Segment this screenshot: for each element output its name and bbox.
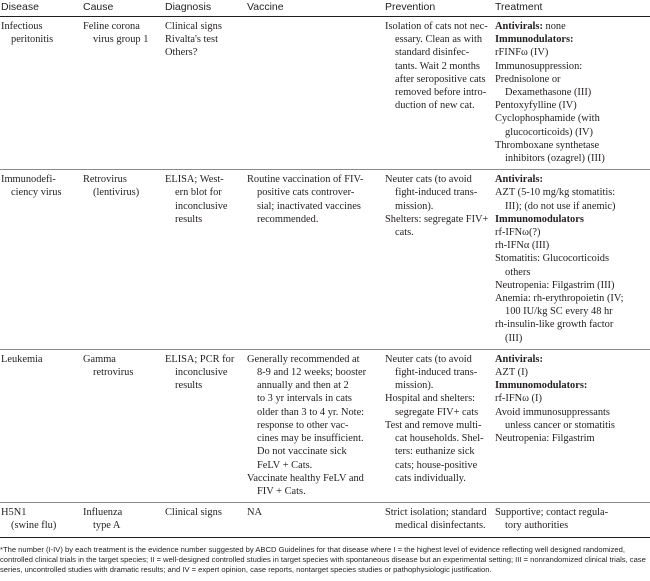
header-diagnosis: Diagnosis [164,0,246,17]
antivirals-label: Antivirals: [495,21,543,32]
cell-line: results [175,380,203,392]
cell-line: Avoid immunosuppressants [495,406,610,418]
cell-line: 100 IU/kg SC every 48 hr [505,306,613,318]
cell-line: rFINFω (IV) [495,47,549,59]
cell-line: Supportive; contact regula- [495,507,609,519]
cell-line: fight-induced trans- [395,187,478,199]
treatment-cell [494,170,650,350]
cell-line: type A [93,520,121,532]
vaccine-cell [246,503,384,537]
disease-cell [0,503,82,537]
cause-cell [82,349,164,502]
treatment-cell [494,17,650,170]
immunomodulators-label: Immunodulators: [495,34,574,46]
cell-line: unless cancer or stomatitis [505,419,615,431]
cell-line: tory authorities [505,520,569,532]
header-vaccine: Vaccine [246,0,384,17]
cell-line: Neutropenia: Filgastrim (III) [495,279,615,291]
cell-line: cines may be insufficient. [257,433,364,445]
prevention-cell [384,503,494,537]
diagnosis-cell [164,17,246,170]
cell-line: Test and remove multi- [385,419,482,431]
cell-line: inconclusive [175,367,228,379]
cause-cell [82,17,164,170]
cell-line: ern blot for [175,187,222,199]
cell-line: NA [247,507,263,519]
cell-line: essary. Clean as with [395,34,483,46]
cell-line: response to other vac- [257,419,349,431]
cell-line: Retrovirus [83,174,127,186]
cell-line: AZT (5-10 mg/kg stomatitis: [495,187,616,199]
cell-line: cats; house-positive [395,459,478,471]
cell-line: medical disinfectants. [395,520,486,532]
antivirals-label: Antivirals: [495,174,543,186]
cell-line: Anemia: rh-erythropoietin (IV; [495,293,624,305]
cell-line: to 3 yr intervals in cats [257,393,352,405]
table-row [0,17,650,170]
table-header-row [0,0,650,17]
cell-line: fight-induced trans- [395,367,478,379]
cell-line: Pentoxyfylline (IV) [495,100,577,112]
cell-line: Vaccinate healthy FeLV and [247,472,364,484]
prevention-cell [384,17,494,170]
cell-line: III); (do not use if anemic) [505,200,616,212]
antivirals-line [495,20,647,33]
cell-line: Infectious [1,21,43,32]
cell-line: mission). [395,200,434,212]
cell-line: Clinical signs [165,21,222,32]
cell-line: Neuter cats (to avoid [385,174,472,186]
cell-line: rh-insulin-like growth factor [495,319,614,331]
cell-line: standard disinfec- [395,47,470,59]
cell-line: Do not vaccinate sick [257,446,347,458]
cause-cell [82,503,164,537]
cell-line: ELISA; PCR for [165,353,235,365]
antivirals-value: none [542,21,566,32]
cell-line: cats. [395,227,414,239]
vaccine-cell [246,170,384,350]
disease-cell [0,349,82,502]
cell-line: Thromboxane synthetase [495,139,600,151]
cell-line: older than 3 to 4 yr. Note: [257,406,365,418]
cell-line: positive cats controver- [257,187,355,199]
cell-line: Shelters: segregate FIV+ [385,213,489,225]
cell-line: removed before intro- [395,87,487,99]
cause-cell [82,170,164,350]
cell-line: after seropositive cats [395,73,486,85]
cell-line: inhibitors (ozagrel) (III) [505,153,605,165]
cell-line: Dexamethasone (III) [505,87,592,99]
treatment-cell [494,349,650,502]
disease-cell [0,170,82,350]
cell-line: AZT (I) [495,367,528,379]
disease-cell [0,17,82,170]
cell-line: Others? [165,47,198,59]
treatment-cell [494,503,650,537]
prevention-cell [384,170,494,350]
cell-line: Clinical signs [165,507,222,519]
cell-line: inconclusive [175,200,228,212]
cell-line: annually and then at 2 [257,380,349,392]
cell-line: Generally recommended at [247,353,360,365]
table-row [0,170,650,350]
cell-line: rh-IFNα (III) [495,240,550,252]
cell-line: H5N1 [1,507,27,519]
vaccine-cell [246,349,384,502]
table-footnote: *The number (I-IV) by each treatment is the evidence number suggested by ABCD Guidelines for that disease where I = the highest level of evidence reflecting well designed randomized, controlled clinical trials in the target species; II = well-designed controlled studies in target species with spontaneous disease but an experimental setting; III = nonrandomized clinical trials, case series, uncontrolled studies with dramatic results; and IV = expert opinion, case reports, nontarget species studies or pathophysiologic justification. [0,545,646,574]
diagnosis-cell [164,170,246,350]
cell-line: FeLV + Cats. [257,459,313,471]
cell-line: cats individually. [395,472,466,484]
cell-line: Immunosuppression: [495,60,583,72]
cell-line: ciency virus [11,187,62,199]
cell-line: sial; inactivated vaccines [257,200,361,212]
cell-line: Neutropenia: Filgastrim [495,433,595,445]
cell-line: (III) [505,332,523,344]
prevention-cell [384,349,494,502]
header-disease: Disease [0,0,82,17]
cell-line: tants. Wait 2 months [395,60,480,72]
table-row [0,349,650,502]
cell-line: Immunodefi- [1,174,56,186]
header-treatment: Treatment [494,0,650,17]
immunomodulators-label: Immunomodulators: [495,380,588,392]
cell-line: Hospital and shelters: [385,393,476,405]
cell-line: glucocorticoids) (IV) [505,126,594,138]
cell-line: Rivalta's test [165,34,218,46]
immunomodulators-label: Immunomodulators [495,213,584,225]
cell-line: Feline corona [83,21,140,32]
cell-line: segregate FIV+ cats [395,406,479,418]
cell-line: Strict isolation; standard [385,507,487,519]
antivirals-label: Antivirals: [495,353,543,365]
cell-line: Neuter cats (to avoid [385,353,472,365]
cell-line: Influenza [83,507,123,519]
diagnosis-cell [164,349,246,502]
cell-line: cat households. Shel- [395,433,484,445]
cell-line: Prednisolone or [495,73,561,85]
diagnosis-cell [164,503,246,537]
cell-line: peritonitis [11,34,54,46]
cell-line: FIV + Cats. [257,485,306,497]
vaccine-cell [246,17,384,170]
cell-line: rf-IFNω(?) [495,227,541,239]
cell-line: ELISA; West- [165,174,224,186]
cell-line: rf-IFNω (I) [495,393,542,405]
cell-line: ters: euthanize sick [395,446,475,458]
cell-line: recommended. [257,213,319,225]
cell-line: duction of new cat. [395,100,475,112]
cell-line: Routine vaccination of FIV- [247,174,364,186]
cell-line: virus group 1 [93,34,149,46]
cell-line: retrovirus [93,367,134,379]
cell-line: others [505,266,531,278]
cell-line: Cyclophosphamide (with [495,113,600,125]
cell-line: (lentivirus) [93,187,140,199]
header-cause: Cause [82,0,164,17]
cell-line: Isolation of cats not nec- [385,21,488,32]
cell-line: Leukemia [1,353,43,365]
cell-line: Gamma [83,353,116,365]
cell-line: results [175,213,203,225]
cell-line: 8-9 and 12 weeks; booster [257,367,367,379]
cell-line: Stomatitis: Glucocorticoids [495,253,609,265]
cell-line: mission). [395,380,434,392]
cell-line: (swine flu) [11,520,57,532]
table-row [0,503,650,537]
header-prevention: Prevention [384,0,494,17]
